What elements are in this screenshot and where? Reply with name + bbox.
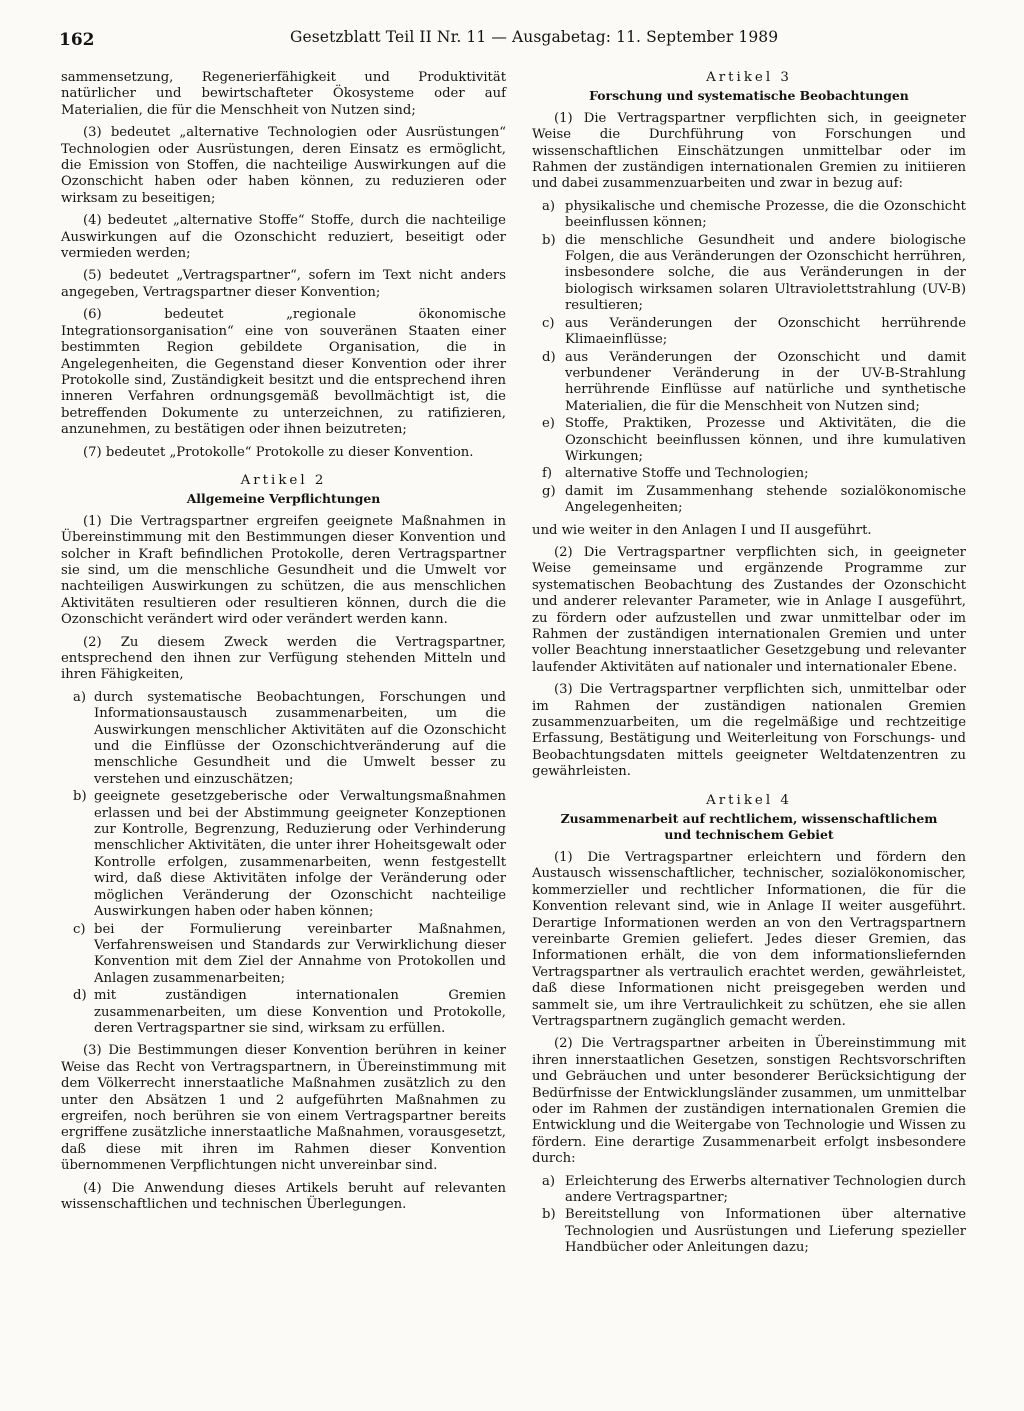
article-4-title-line-1: Zusammenarbeit auf rechtlichem, wissenschaftlichem	[560, 811, 938, 827]
definition-6: (6) bedeutet „regionale ökonomische Integrationsorganisation“ eine von souveränen Staaten einer bestimmten Region gebildete Organisation, die in Angelegenheiten, die Gegenstand dieser Konvention oder ihrer Protokolle sind, Zuständigkeit besitzt und die entsprechend ihren inneren Verfahren ordnungsgemäß bevollmächtigt ist, die betreffenden Dokumente zu unterzeichnen, zu ratifizieren, anzunehmen, zu bestätigen oder ihnen beizutreten;	[61, 307, 506, 438]
list-label: f)	[542, 466, 553, 482]
article-3-heading: Artikel 3	[706, 70, 792, 85]
list-item	[532, 484, 966, 517]
list-text: physikalische und chemische Prozesse, die die Ozonschicht beeinflussen können;	[565, 198, 966, 231]
article-3-para-2: (2) Die Vertragspartner verpflichten sich, in geeigneter Weise gemeinsame und ergänzende Programme zur systematischen Beobachtung des Zustandes der Ozonschicht und anderer relevanter Parameter, wie in Anlage I ausgeführt, zu fördern oder aufzustellen und zwar unmittelbar oder im Rahmen der zuständigen internationalen Gremien und unter voller Beachtung innerstaatlicher Gesetzgebung und relevanter laufender Aktivitäten auf nationaler und internationaler Ebene.	[532, 544, 966, 675]
list-text: aus Veränderungen der Ozonschicht herrührende Klimaeinflüsse;	[565, 315, 966, 348]
list-label: d)	[542, 349, 556, 365]
article-2-para-1: (1) Die Vertragspartner ergreifen geeignete Maßnahmen in Übereinstimmung mit den Bestimmungen dieser Konvention und solcher in Kraft befindlichen Protokolle, deren Vertragspartner sie sind, um die menschliche Gesundheit und die Umwelt vor nachteiligen Auswirkungen zu schützen, die aus menschlichen Aktivitäten resultieren oder resultieren können, durch die die Ozonschicht verändert wird oder verändert werden kann.	[61, 513, 506, 628]
article-2-para-4: (4) Die Anwendung dieses Artikels beruht auf relevanten wissenschaftlichen und technischen Überlegungen.	[61, 1180, 506, 1212]
list-item	[532, 199, 966, 232]
list-text: durch systematische Beobachtungen, Forschungen und Informationsaustausch zusammenarbeiten, um die Auswirkungen menschlicher Aktivitäten auf die Ozonschicht und die Einflüsse der Ozonschichtveränderung auf die menschliche Gesundheit und die Umwelt besser zu verstehen und einzuschätzen;	[94, 689, 506, 787]
list-label: g)	[542, 483, 556, 499]
article-4-list	[532, 1174, 966, 1257]
list-item	[532, 350, 966, 416]
list-text: Erleichterung des Erwerbs alternativer Technologien durch andere Vertragspartner;	[565, 1173, 966, 1205]
list-label: b)	[542, 232, 556, 248]
continued-paragraph: sammensetzung, Regenerierfähigkeit und Produktivität natürlicher und bewirtschafteter Ökosysteme oder auf Materialien, die für die Menschheit von Nutzen sind;	[61, 70, 506, 118]
right-column	[532, 70, 966, 1263]
article-3-closing: und wie weiter in den Anlagen I und II ausgeführt.	[532, 522, 872, 538]
list-item	[532, 316, 966, 349]
article-3-title: Forschung und systematische Beobachtungen	[589, 88, 909, 104]
definition-4: (4) bedeutet „alternative Stoffe“ Stoffe, durch die nachteilige Auswirkungen auf die Ozonschicht reduziert, beseitigt oder vermieden werden;	[61, 213, 506, 262]
article-2-heading: Artikel 2	[240, 472, 327, 488]
list-text: Bereitstellung von Informationen über alternative Technologien und Ausrüstungen und Lieferung spezieller Handbücher oder Anleitungen dazu;	[565, 1207, 966, 1256]
article-3-list	[532, 199, 966, 517]
list-item	[532, 233, 966, 315]
list-item	[532, 1207, 966, 1256]
article-2-title: Allgemeine Verpflichtungen	[186, 491, 381, 507]
article-4-para-2: (2) Die Vertragspartner arbeiten in Übereinstimmung mit ihren innerstaatlichen Gesetzen, sonstigen Rechtsvorschriften und Gebräuchen und unter besonderer Berücksichtigung der Bedürfnisse der Entwicklungsländer zusammen, um unmittelbar oder im Rahmen der zuständigen internationalen Gremien die Entwicklung und die Weitergabe von Technologie und Wissen zu fördern. Eine derartige Zusammenarbeit erfolgt insbesondere durch:	[532, 1036, 966, 1167]
list-item	[61, 988, 506, 1037]
definition-5: (5) bedeutet „Vertragspartner“, sofern im Text nicht anders angegeben, Vertragspartner dieser Konvention;	[61, 268, 506, 300]
left-column	[61, 70, 506, 1219]
definition-7: (7) bedeutet „Protokolle“ Protokolle zu dieser Konvention.	[83, 444, 474, 460]
list-item	[532, 416, 966, 465]
article-4-title-line-2: und technischem Gebiet	[664, 827, 834, 843]
list-label: a)	[542, 198, 556, 214]
definition-3: (3) bedeutet „alternative Technologien oder Ausrüstungen“ Technologien oder Ausrüstungen, deren Einsatz es ermöglicht, die Emission von Stoffen, die nachteilige Auswirkungen auf die Ozonschicht haben oder haben können, zu reduzieren oder wirksam zu beseitigen;	[61, 125, 506, 206]
list-label: b)	[542, 1207, 556, 1223]
running-title: Gesetzblatt Teil II Nr. 11 — Ausgabetag: 11. September 1989	[290, 28, 779, 46]
article-4-heading: Artikel 4	[706, 792, 792, 808]
list-item	[61, 922, 506, 988]
list-text: alternative Stoffe und Technologien;	[565, 466, 809, 482]
list-text: mit zuständigen internationalen Gremien zusammenarbeiten, um diese Konvention und Protokolle, deren Vertragspartner sie sind, wirksam zu erfüllen.	[94, 988, 506, 1036]
list-label: a)	[73, 689, 87, 705]
list-text: Stoffe, Praktiken, Prozesse und Aktivitäten, die die Ozonschicht beeinflussen können, und ihre kumulativen Wirkungen;	[565, 416, 966, 464]
list-item	[532, 1174, 966, 1207]
article-2-para-2: (2) Zu diesem Zweck werden die Vertragspartner, entsprechend den ihnen zur Verfügung stehenden Mitteln und ihren Fähigkeiten,	[61, 634, 506, 683]
list-item	[61, 789, 506, 920]
list-label: d)	[73, 988, 87, 1004]
page-number: 162	[59, 30, 95, 50]
list-label: b)	[73, 789, 87, 805]
article-2-list	[61, 690, 506, 1038]
list-label: c)	[73, 921, 86, 937]
article-2-para-3: (3) Die Bestimmungen dieser Konvention berühren in keiner Weise das Recht von Vertragspartnern, in Übereinstimmung mit dem Völkerrecht innerstaatliche Maßnahmen zusätzlich zu den unter den Absätzen 1 und 2 aufgeführten Maßnahmen zu ergreifen, noch berühren sie von einem Vertragspartner bereits ergriffene zusätzliche innerstaatliche Maßnahmen, vorausgesetzt, daß diese mit ihren im Rahmen dieser Konvention übernommenen Verpflichtungen nicht unvereinbar sind.	[61, 1043, 506, 1174]
article-3-para-3: (3) Die Vertragspartner verpflichten sich, unmittelbar oder im Rahmen der zuständigen nationalen Gremien zusammenzuarbeiten, um die regelmäßige und rechtzeitige Erfassung, Bestätigung und Weiterleitung von Forschungs- und Beobachtungsdaten mittels geeigneter Weltdatenzentren zu gewährleisten.	[532, 682, 966, 780]
list-label: c)	[542, 315, 555, 331]
list-label: e)	[542, 416, 555, 432]
list-text: bei der Formulierung vereinbarter Maßnahmen, Verfahrensweisen und Standards zur Verwirklichung dieser Konvention mit dem Ziel der Annahme von Protokollen und Anlagen zusammenarbeiten;	[94, 921, 506, 986]
article-3-para-1: (1) Die Vertragspartner verpflichten sich, in geeigneter Weise die Durchführung von Forschungen und wissenschaftlichen Einschätzungen unmittelbar oder im Rahmen der zuständigen internationalen Gremien zu initiieren und dabei zusammenzuarbeiten und zwar in bezug auf:	[532, 110, 966, 192]
list-label: a)	[542, 1173, 556, 1189]
list-text: aus Veränderungen der Ozonschicht und damit verbundener Veränderung in der UV-B-Strahlung herrührende Einflüsse auf natürliche und synthetische Materialien, die für die Menschheit von Nutzen sind;	[565, 349, 966, 414]
list-text: geeignete gesetzgeberische oder Verwaltungsmaßnahmen erlassen und bei der Abstimmung geeigneter Konzeptionen zur Kontrolle, Begrenzung, Reduzierung oder Verhinderung menschlicher Aktivitäten, die unter ihrer Hoheitsgewalt oder Kontrolle erfolgen, zusammenarbeiten, wenn festgestellt wird, daß diese Aktivitäten infolge der Veränderung oder möglichen Veränderung der Ozonschicht nachteilige Auswirkungen haben oder haben können;	[94, 789, 506, 920]
list-item	[61, 690, 506, 788]
article-4-para-1: (1) Die Vertragspartner erleichtern und fördern den Austausch wissenschaftlicher, technischer, sozialökonomischer, kommerzieller und rechtlicher Informationen, die für die Konvention relevant sind, wie in Anlage II weiter ausgeführt. Derartige Informationen werden an von den Vertragspartnern vereinbarte Gremien geliefert. Jedes dieser Gremien, das Informationen erhält, die von dem informationsliefernden Vertragspartner als vertraulich erachtet werden, gewährleistet, daß diese Informationen nicht preisgegeben werden und sammelt sie, um ihre Vertraulichkeit zu schützen, ehe sie allen Vertragspartnern zugänglich gemacht werden.	[532, 849, 966, 1029]
list-text: damit im Zusammenhang stehende sozialökonomische Angelegenheiten;	[565, 483, 966, 516]
list-text: die menschliche Gesundheit und andere biologische Folgen, die aus Veränderungen der Ozonschicht herrühren, insbesondere solche, die aus Veränderungen in der biologisch wirksamen solaren Ultraviolettstrahlung (UV-B) resultieren;	[565, 232, 966, 314]
list-item	[532, 466, 966, 482]
article-4-title	[532, 811, 966, 844]
page-header	[0, 24, 1024, 56]
